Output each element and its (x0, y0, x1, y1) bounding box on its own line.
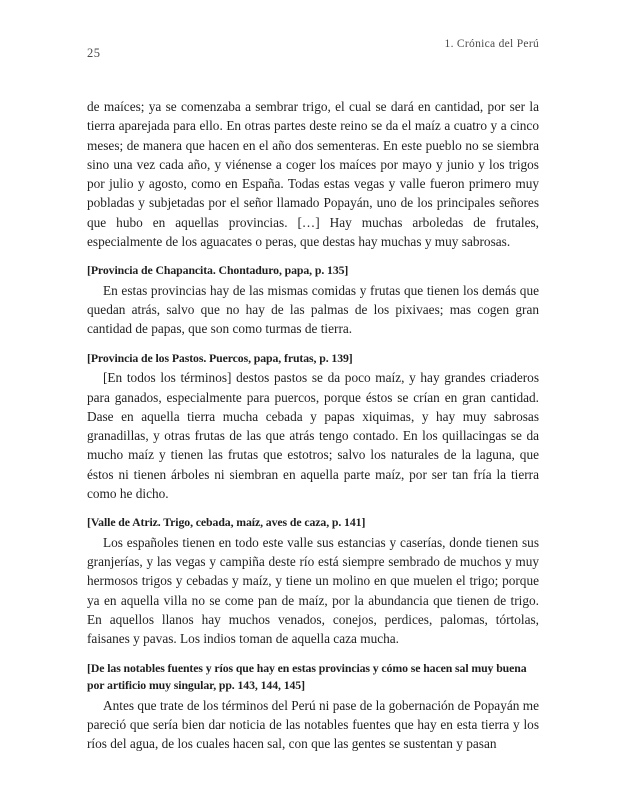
section-heading: [De las notables fuentes y ríos que hay en estas provincias y cómo se hacen sal muy buena por artificio muy singular, pp. 143, 144, 145] (87, 660, 527, 693)
section-heading: [Provincia de los Pastos. Puercos, papa, frutas, p. 139] (87, 350, 353, 365)
paragraph: [En todos los términos] destos pastos se da poco maíz, y hay grandes criaderos para ganados, especialmente para puercos, porque éstos se crían en gran cantidad. Dase en aquella tierra mucha cebada y papas xiquimas, y hay muy sabrosas granadillas, y otras frutas de las que atrás tengo contado. En los quillacingas se da mucho maíz y tienen las frutas que estotros; salvo los naturales de la laguna, que éstos ni tienen árboles ni siembran en aquella parte maíz, por ser tan fría la tierra como he dicho. (87, 370, 539, 502)
section-heading: [Valle de Atriz. Trigo, cebada, maíz, aves de caza, p. 141] (87, 515, 366, 530)
paragraph: En estas provincias hay de las mismas comidas y frutas que tienen los demás que quedan atrás, salvo que no hay de las palmas de los pixivaes; mas cogen gran cantidad de papas, que son como turmas de tierra. (87, 282, 539, 337)
page-number: 25 (87, 46, 101, 60)
paragraph: de maíces; ya se comenzaba a sembrar trigo, el cual se dará en cantidad, por ser la tierra aparejada para ello. En otras partes deste reino se da el maíz a cuatro y a cinco meses; de manera que hacen en el año dos sementeras. En este pueblo no se siembra sino una vez cada año, y viénense a coger los maíces por mayo y junio y los trigos por julio y agosto, como en España. Todas estas vegas y valle fueron primero muy pobladas y subjetadas por el señor llamado Popayán, uno de los principales señores que hubo en aquellas provincias. […] Hay muchas arboledas de frutales, especialmente de los aguacates o peras, que destas hay muchas y muy sabrosas. (87, 99, 539, 250)
section-heading: [Provincia de Chapancita. Chontaduro, papa, p. 135] (87, 263, 349, 278)
running-header: 1. Crónica del Perú (444, 38, 539, 50)
paragraph: Los españoles tienen en todo este valle sus estancias y caserías, donde tienen sus granjerías, y las vegas y campiña deste río está siempre sembrado de muchos y muy hermosos trigos y cebadas y maíz, y tiene un molino en que muelen el trigo; porque ya en aquella villa no se come pan de maíz, por la abundancia que tienen de trigo. En aquellos llanos hay muchos venados, conejos, perdices, palomas, tórtolas, faisanes y pavas. Los indios toman de aquella caza mucha. (87, 534, 539, 647)
body-text (87, 97, 539, 754)
paragraph: Antes que trate de los términos del Perú ni pase de la gobernación de Popayán me pareció que sería bien dar noticia de las notables fuentes que hay en esta tierra y los ríos del agua, de los cuales hacen sal, con que las gentes se sustentan y pasan (87, 697, 539, 752)
